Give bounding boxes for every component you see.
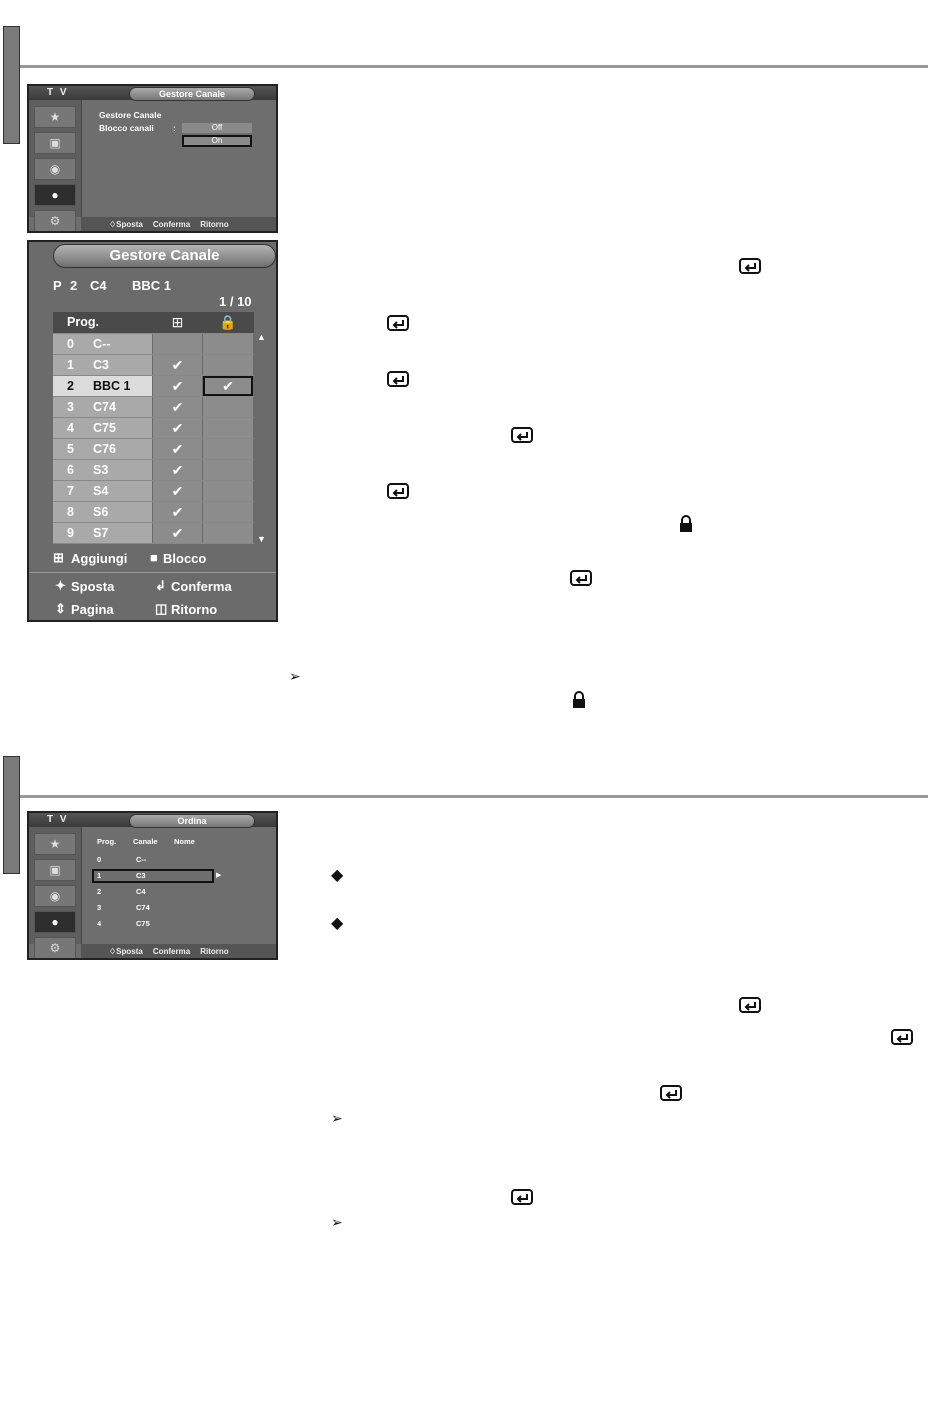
row-channel-name: S6: [93, 505, 109, 519]
table-row[interactable]: [53, 418, 254, 439]
row-number: 4: [67, 421, 74, 435]
lock-checkmark[interactable]: [203, 460, 253, 480]
enter-button-icon: [739, 997, 761, 1013]
table-row[interactable]: [53, 376, 254, 397]
osd-footer: [81, 217, 276, 231]
footer-confirm: Conferma: [152, 946, 191, 956]
footer-move: Sposta: [71, 579, 115, 594]
row-channel-name: S4: [93, 484, 109, 498]
enter-button-icon: [739, 258, 761, 274]
lock-checkmark[interactable]: [203, 481, 253, 501]
picture-menu-icon[interactable]: ★: [34, 106, 76, 128]
row-number: 2: [67, 379, 74, 393]
legend-lock-icon: ■: [150, 550, 158, 565]
lock-icon: [571, 691, 587, 709]
osd-channel-manager-list: [27, 240, 278, 622]
add-checkmark[interactable]: ✔: [153, 418, 202, 438]
screen-menu-icon[interactable]: ▣: [34, 132, 76, 154]
table-row[interactable]: [53, 523, 254, 544]
info-channel: C4: [90, 278, 107, 293]
row-number: 1: [97, 871, 102, 880]
table-row[interactable]: [53, 439, 254, 460]
lock-icon: [678, 515, 694, 533]
enter-button-icon: [511, 427, 533, 443]
lock-checkmark[interactable]: [203, 334, 253, 354]
note-arrow-icon: ➢: [289, 668, 301, 684]
footer-move: ♢Sposta: [109, 219, 143, 229]
row-number: 3: [67, 400, 74, 414]
osd-title: Gestore Canale: [129, 87, 255, 101]
info-channel-name: BBC 1: [132, 278, 172, 293]
enter-button-icon: [660, 1085, 682, 1101]
footer-page: Pagina: [71, 602, 114, 617]
table-row[interactable]: [53, 334, 254, 355]
table-row[interactable]: [53, 355, 254, 376]
note-arrow-icon: ➢: [331, 1110, 343, 1126]
osd-sidebar: [29, 827, 82, 955]
section-marker-bar: [3, 26, 20, 144]
lock-checkmark[interactable]: [203, 397, 253, 417]
footer-return: Ritorno: [200, 219, 229, 229]
table-header: [53, 312, 254, 334]
channel-menu-icon[interactable]: ●: [34, 184, 76, 206]
setup-menu-icon[interactable]: ⚙: [34, 210, 76, 232]
footer-confirm: Conferma: [152, 219, 191, 229]
enter-button-icon: [387, 483, 409, 499]
sound-menu-icon[interactable]: ◉: [34, 158, 76, 180]
table-row[interactable]: [53, 460, 254, 481]
row-channel: C75: [136, 919, 150, 928]
row-channel-name: C74: [93, 400, 116, 414]
add-checkmark[interactable]: ✔: [153, 502, 202, 522]
channel-table: [53, 312, 254, 544]
row-selection-frame[interactable]: [92, 869, 214, 883]
row-number: 2: [97, 887, 102, 896]
note-arrow-icon: ➢: [331, 1214, 343, 1230]
footer-return: Ritorno: [200, 946, 229, 956]
add-checkmark[interactable]: ✔: [153, 355, 202, 375]
row-number: 6: [67, 463, 74, 477]
column-name: Nome: [174, 837, 195, 846]
lock-checkmark[interactable]: [203, 355, 253, 375]
row-number: 0: [67, 337, 74, 351]
move-right-arrow: ▶: [216, 872, 222, 879]
row-channel-name: C76: [93, 442, 116, 456]
lock-checkmark[interactable]: [203, 502, 253, 522]
add-checkmark[interactable]: ✔: [153, 523, 202, 543]
info-prog-number: 2: [70, 278, 78, 293]
enter-button-icon: [387, 371, 409, 387]
row-number: 4: [97, 919, 102, 928]
setup-menu-icon[interactable]: ⚙: [34, 937, 76, 959]
osd-tv-label: T V: [47, 87, 69, 98]
row-number: 1: [67, 358, 74, 372]
enter-button-icon: [387, 315, 409, 331]
row-channel-name: BBC 1: [93, 379, 131, 393]
footer-confirm: Conferma: [171, 579, 232, 594]
enter-button-icon: [891, 1029, 913, 1045]
footer-move: ♢Sposta: [109, 946, 143, 956]
row-number: 7: [67, 484, 74, 498]
colon: :: [173, 123, 176, 133]
osd-channel-lock-menu: [27, 84, 278, 233]
info-prog-prefix: P: [53, 278, 62, 293]
row-number: 0: [97, 855, 102, 864]
add-checkmark[interactable]: ✔: [153, 460, 202, 480]
osd-footer: [81, 944, 276, 958]
move-icon: ✦: [55, 578, 66, 593]
osd-sort-menu: [27, 811, 278, 960]
legend-add-icon: ⊞: [53, 550, 64, 565]
plus-box-icon: ⊞: [153, 312, 202, 333]
table-row[interactable]: [53, 502, 254, 523]
channel-menu-icon[interactable]: ●: [34, 911, 76, 933]
section-divider: [20, 795, 928, 798]
osd-title: Ordina: [129, 814, 255, 828]
option-off[interactable]: Off: [182, 123, 252, 133]
row-number: 9: [67, 526, 74, 540]
lock-checkmark[interactable]: [203, 418, 253, 438]
legend-lock: Blocco: [163, 551, 207, 566]
page-icon: ⇕: [55, 601, 66, 616]
diamond-bullet-icon: ◆: [331, 915, 344, 932]
header-prog: Prog.: [67, 315, 99, 329]
row-channel-name: S7: [93, 526, 109, 540]
lock-checkmark[interactable]: [203, 439, 253, 459]
row-channel-name: S3: [93, 463, 109, 477]
option-on[interactable]: On: [182, 135, 252, 147]
add-checkmark[interactable]: ✔: [153, 397, 202, 417]
menu-label-channel-lock: Blocco canali: [99, 123, 154, 133]
row-channel: C4: [136, 887, 146, 896]
table-row[interactable]: [53, 397, 254, 418]
row-channel-name: C--: [93, 337, 111, 351]
section-marker-bar: [3, 756, 20, 874]
osd-tv-label: T V: [47, 814, 69, 825]
enter-button-icon: [570, 570, 592, 586]
diamond-bullet-icon: ◆: [331, 867, 344, 884]
row-number: 5: [67, 442, 74, 456]
footer-return: Ritorno: [171, 602, 218, 617]
row-channel-name: C3: [93, 358, 109, 372]
confirm-icon: ↲: [155, 578, 166, 593]
row-channel: C--: [136, 855, 147, 864]
row-channel: C3: [136, 871, 146, 880]
legend-add: Aggiungi: [71, 551, 128, 566]
add-checkmark[interactable]: ✔: [153, 481, 202, 501]
sound-menu-icon[interactable]: ◉: [34, 885, 76, 907]
add-checkmark[interactable]: ✔: [153, 439, 202, 459]
row-number: 3: [97, 903, 102, 912]
column-prog: Prog.: [97, 837, 117, 846]
enter-button-icon: [511, 1189, 533, 1205]
row-number: 8: [67, 505, 74, 519]
osd-title: Gestore Canale: [53, 244, 276, 268]
screen-menu-icon[interactable]: ▣: [34, 859, 76, 881]
row-channel: C74: [136, 903, 150, 912]
lock-checkmark[interactable]: ✔: [203, 376, 253, 396]
lock-icon: 🔒: [203, 312, 253, 333]
page-indicator: 1 / 10: [219, 294, 252, 309]
scroll-down-arrow[interactable]: ▼: [257, 534, 266, 544]
return-icon: ◫: [155, 601, 168, 616]
menu-label-channel-manager: Gestore Canale: [99, 110, 162, 120]
column-channel: Canale: [133, 837, 158, 846]
section-divider: [20, 65, 928, 68]
add-checkmark[interactable]: ✔: [153, 376, 202, 396]
lock-checkmark[interactable]: [203, 523, 253, 543]
footer-divider: [29, 572, 276, 573]
osd-sidebar: [29, 100, 82, 228]
add-checkmark[interactable]: [153, 334, 202, 354]
scroll-up-arrow[interactable]: ▲: [257, 332, 266, 342]
table-row[interactable]: [53, 481, 254, 502]
row-channel-name: C75: [93, 421, 116, 435]
picture-menu-icon[interactable]: ★: [34, 833, 76, 855]
